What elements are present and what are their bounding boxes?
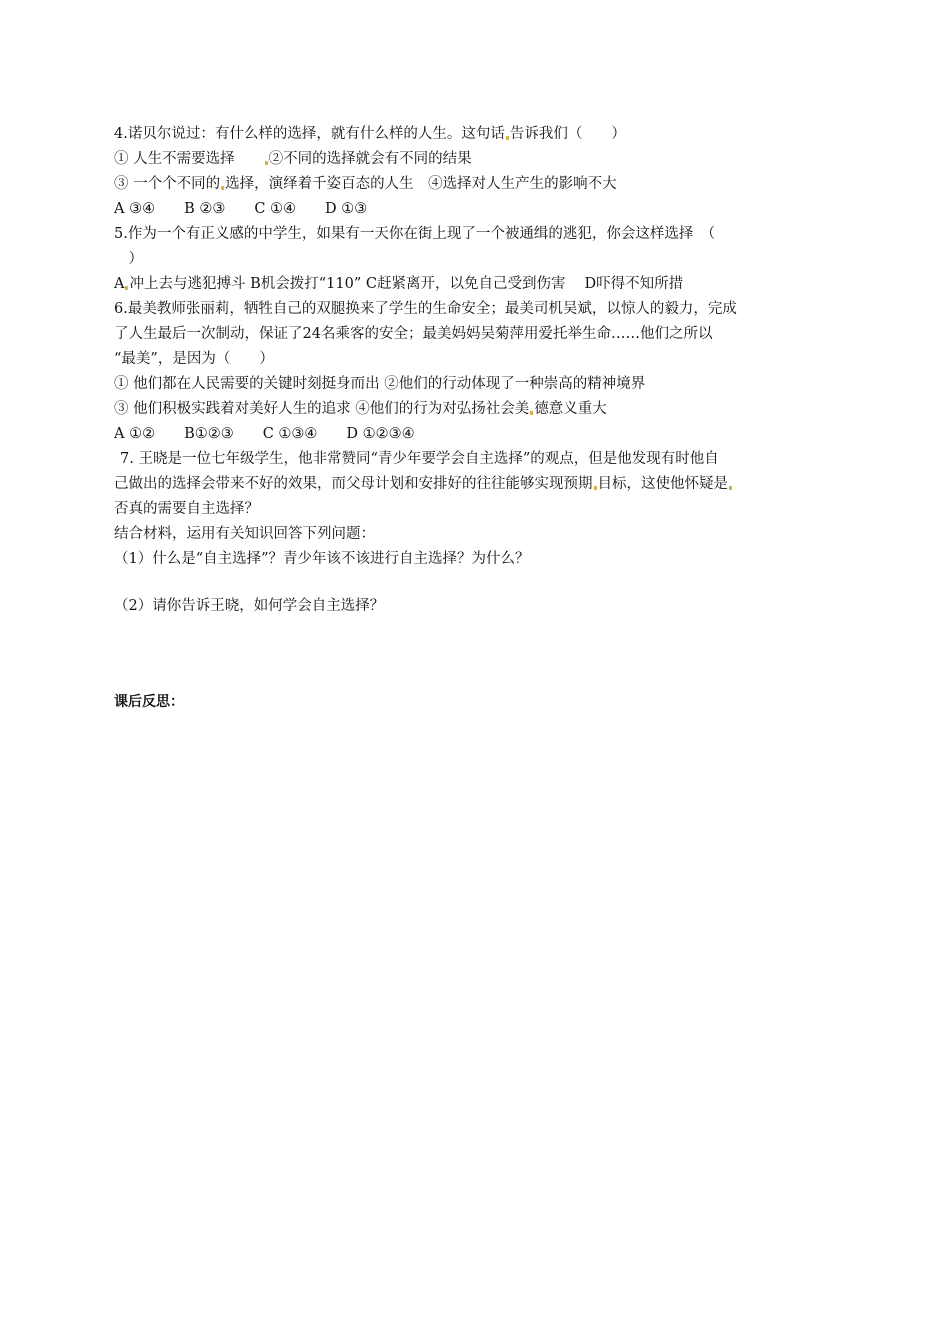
q7-stem-line1: 7. 王晓是一位七年级学生，他非常赞同“青少年要学会自主选择”的观点，但是他发现有时他自 bbox=[120, 451, 719, 467]
q4-answers: A ③④ B ②③ C ①④ D ①③ bbox=[114, 201, 368, 217]
edit-mark-icon bbox=[506, 136, 509, 140]
q4-stem-part-a: 4.诺贝尔说过：有什么样的选择，就有什么样的人生。这句话 bbox=[114, 126, 505, 142]
q6-stem-line3: “最美”，是因为（ ） bbox=[114, 351, 274, 367]
q6-option-3-4-part-a: ③ 他们积极实践着对美好人生的追求 ④他们的行为对弘扬社会美 bbox=[114, 401, 530, 417]
answer-space bbox=[114, 572, 836, 594]
q5-answer-choices: 冲上去与逃犯搏斗 B机会拨打“110” C赶紧离开，以免自己受到伤害 D吓得不知所措 bbox=[129, 276, 684, 292]
q4-option-3-part-a: ③ 一个个不同的 bbox=[114, 176, 221, 192]
q4-options-1-2 bbox=[114, 147, 836, 172]
q7-stem-line2-part-b: 目标，这使他怀疑是 bbox=[597, 476, 728, 492]
q6-options-1-2: ① 他们都在人民需要的关键时刻挺身而出 ②他们的行动体现了一种崇高的精神境界 bbox=[114, 376, 646, 392]
q7-stem-line2 bbox=[114, 472, 836, 497]
edit-mark-icon bbox=[265, 161, 268, 165]
q6-stem-line1: 6.最美教师张丽莉，牺牲自己的双腿换来了学生的生命安全；最美司机吴斌，以惊人的毅力，完成 bbox=[114, 301, 737, 317]
q7-sub-question-1: （1）什么是“自主选择”？青少年该不该进行自主选择？为什么？ bbox=[114, 551, 530, 567]
q7-stem-line3: 否真的需要自主选择？ bbox=[114, 501, 259, 517]
q5-answer-a-letter: A bbox=[114, 276, 125, 292]
q5-answers bbox=[114, 272, 836, 297]
edit-mark-icon bbox=[221, 186, 224, 190]
q4-option-1: ① 人生不需要选择 bbox=[114, 151, 264, 167]
q6-answers: A ①② B①②③ C ①③④ D ①②③④ bbox=[114, 426, 415, 442]
q6-option-4-part-b: 德意义重大 bbox=[534, 401, 607, 417]
answer-space bbox=[114, 619, 836, 690]
q4-option-2: ②不同的选择就会有不同的结果 bbox=[268, 151, 472, 167]
q6-options-3-4 bbox=[114, 397, 836, 422]
q4-option-3-4: 选择，演绎着千姿百态的人生 ④选择对人生产生的影响不大 bbox=[225, 176, 617, 192]
worksheet-page bbox=[114, 122, 836, 715]
reflection-heading: 课后反思： bbox=[114, 694, 184, 710]
q4-stem bbox=[114, 122, 836, 147]
q6-stem-line2: 了人生最后一次制动，保证了24名乘客的安全；最美妈妈吴菊萍用爱托举生命……他们之所以 bbox=[114, 326, 713, 342]
q5-stem-line1: 5.作为一个有正义感的中学生，如果有一天你在街上现了一个被通缉的逃犯，你会这样选择 （ bbox=[114, 226, 716, 242]
edit-mark-icon bbox=[594, 486, 597, 490]
q4-stem-part-b: 告诉我们（ ） bbox=[509, 126, 626, 142]
edit-mark-icon bbox=[729, 486, 732, 490]
q5-stem-line2: ） bbox=[114, 251, 143, 267]
q7-instruction: 结合材料，运用有关知识回答下列问题： bbox=[114, 526, 375, 542]
q7-stem-line2-part-a: 己做出的选择会带来不好的效果，而父母计划和安排好的往往能够实现预期 bbox=[114, 476, 593, 492]
q4-options-3-4 bbox=[114, 172, 836, 197]
edit-mark-icon bbox=[530, 411, 533, 415]
q7-sub-question-2: （2）请你告诉王晓，如何学会自主选择？ bbox=[114, 598, 385, 614]
